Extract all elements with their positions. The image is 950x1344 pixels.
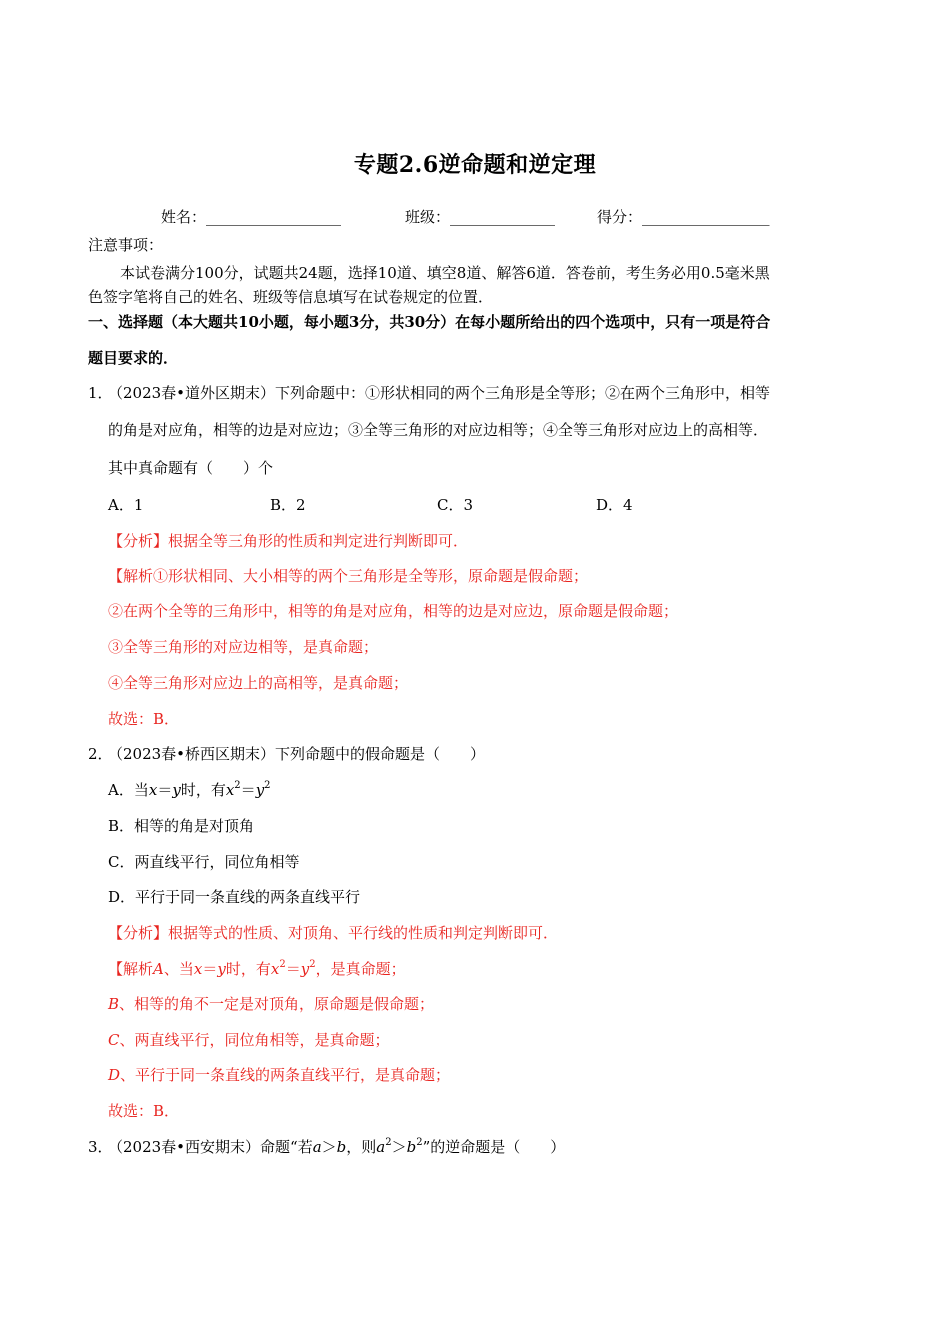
question-2-option-c[interactable]: C．两直线平行，同位角相等 — [108, 853, 300, 871]
stem-text: ，则 — [346, 1138, 377, 1156]
solution-text: 、相等的角不一定是对顶角，原命题是假命题； — [119, 995, 435, 1013]
question-3-stem — [108, 1136, 565, 1157]
exponent: 2 — [385, 1137, 392, 1148]
var-x: x — [193, 960, 203, 978]
question-1-answer: 故选：B． — [108, 710, 180, 728]
greater-than-sign: ＞ — [321, 1138, 337, 1156]
exponent: 2 — [416, 1137, 423, 1148]
stem-text: （2023春•西安期末）命题“若 — [108, 1138, 313, 1156]
stem-text: ”的逆命题是（ ） — [422, 1138, 566, 1156]
var-y: y — [217, 960, 226, 978]
question-1-solution-1: 【解析①形状相同、大小相等的两个三角形是全等形，原命题是假命题； — [108, 567, 589, 585]
question-2-stem: （2023春•桥西区期末）下列命题中的假命题是（ ） — [108, 745, 486, 763]
question-1-option-c[interactable]: C．3 — [437, 496, 474, 514]
question-1-line-1 — [88, 382, 870, 403]
question-2-option-a[interactable] — [108, 779, 870, 800]
exponent: 2 — [279, 959, 286, 970]
exponent: 2 — [264, 780, 271, 791]
question-1-line-2: 的角是对应角，相等的边是对应边；③全等三角形的对应边相等；④全等三角形对应边上的高相等． — [108, 421, 769, 439]
question-2-option-d[interactable]: D．平行于同一条直线的两条直线平行 — [108, 888, 361, 906]
var-a: a — [312, 1138, 322, 1156]
question-2-number: 2． — [88, 745, 113, 763]
class-field[interactable]: 班级：______________ — [405, 208, 556, 226]
question-1-solution-4: ④全等三角形对应边上的高相等，是真命题； — [108, 674, 409, 692]
question-3-number: 3． — [88, 1138, 113, 1156]
option-letter: B — [108, 995, 120, 1013]
question-1-solution-2: ②在两个全等的三角形中，相等的角是对应角，相等的边是对应边，原命题是假命题； — [108, 602, 679, 620]
question-2-line-1 — [88, 743, 870, 764]
equals-sign: ＝ — [240, 781, 256, 799]
var-b: b — [406, 1138, 417, 1156]
solution-text: 、两直线平行，同位角相等，是真命题； — [119, 1031, 390, 1049]
section-heading-line-2: 题目要求的． — [88, 349, 179, 367]
option-a-prefix: A．当 — [108, 781, 149, 799]
var-y: y — [255, 781, 265, 799]
question-1-analysis: 【分析】根据全等三角形的性质和判定进行判断即可． — [108, 532, 469, 550]
equals-sign: ＝ — [202, 960, 218, 978]
notice-line-2: 色签字笔将自己的姓名、班级等信息填写在试卷规定的位置． — [88, 288, 494, 306]
solution-prefix: 【解析 — [108, 960, 154, 978]
notice-heading: 注意事项： — [88, 236, 164, 254]
equals-sign: ＝ — [157, 781, 173, 799]
question-2-solution-b — [108, 993, 870, 1014]
question-1-option-d[interactable]: D．4 — [596, 496, 633, 514]
page-title: 专题2.6逆命题和逆定理 — [353, 152, 597, 178]
var-y: y — [300, 960, 310, 978]
solution-text: 、当 — [163, 960, 194, 978]
question-2-solution-d — [108, 1064, 870, 1085]
equals-sign: ＝ — [285, 960, 301, 978]
var-b: b — [336, 1138, 347, 1156]
exponent: 2 — [234, 780, 241, 791]
question-2-answer: 故选：B． — [108, 1102, 180, 1120]
question-1-option-a[interactable]: A．1 — [108, 496, 144, 514]
question-1-stem-1: （2023春•道外区期末）下列命题中：①形状相同的两个三角形是全等形；②在两个三角形中，相等 — [108, 384, 771, 402]
question-3-line-1 — [88, 1136, 870, 1157]
var-x: x — [225, 781, 235, 799]
question-1-option-b[interactable]: B．2 — [270, 496, 306, 514]
option-a-mid: 时，有 — [180, 781, 226, 799]
var-x: x — [148, 781, 158, 799]
question-2-solution-c — [108, 1029, 870, 1050]
question-2-analysis: 【分析】根据等式的性质、对顶角、平行线的性质和判定判断即可． — [108, 924, 559, 942]
score-field[interactable]: 得分：_________________ — [597, 208, 770, 226]
name-field[interactable]: 姓名：__________________ — [161, 208, 342, 226]
notice-line-1: 本试卷满分100分，试题共24题，选择10道、填空8道、解答6道．答卷前，考生务必用0.5毫米黑 — [120, 264, 770, 282]
question-1-number: 1． — [88, 384, 113, 402]
solution-text: ，是真命题； — [315, 960, 406, 978]
var-a: a — [376, 1138, 386, 1156]
solution-text: 、平行于同一条直线的两条直线平行，是真命题； — [120, 1066, 451, 1084]
section-heading-line-1: 一、选择题（本大题共10小题，每小题3分，共30分）在每小题所给出的四个选项中，只有一项是符合 — [88, 313, 771, 331]
option-letter: C — [108, 1031, 120, 1049]
exponent: 2 — [309, 959, 316, 970]
question-2-solution-a — [108, 958, 870, 979]
question-1-line-3: 其中真命题有（ ）个 — [108, 459, 274, 477]
var-x: x — [270, 960, 280, 978]
greater-than-sign: ＞ — [391, 1138, 407, 1156]
question-2-option-b[interactable]: B．相等的角是对顶角 — [108, 817, 255, 835]
question-1-solution-3: ③全等三角形的对应边相等，是真命题； — [108, 638, 379, 656]
solution-text: 时，有 — [225, 960, 271, 978]
option-letter: D — [108, 1066, 121, 1084]
option-letter: A — [153, 960, 164, 978]
var-y: y — [172, 781, 181, 799]
